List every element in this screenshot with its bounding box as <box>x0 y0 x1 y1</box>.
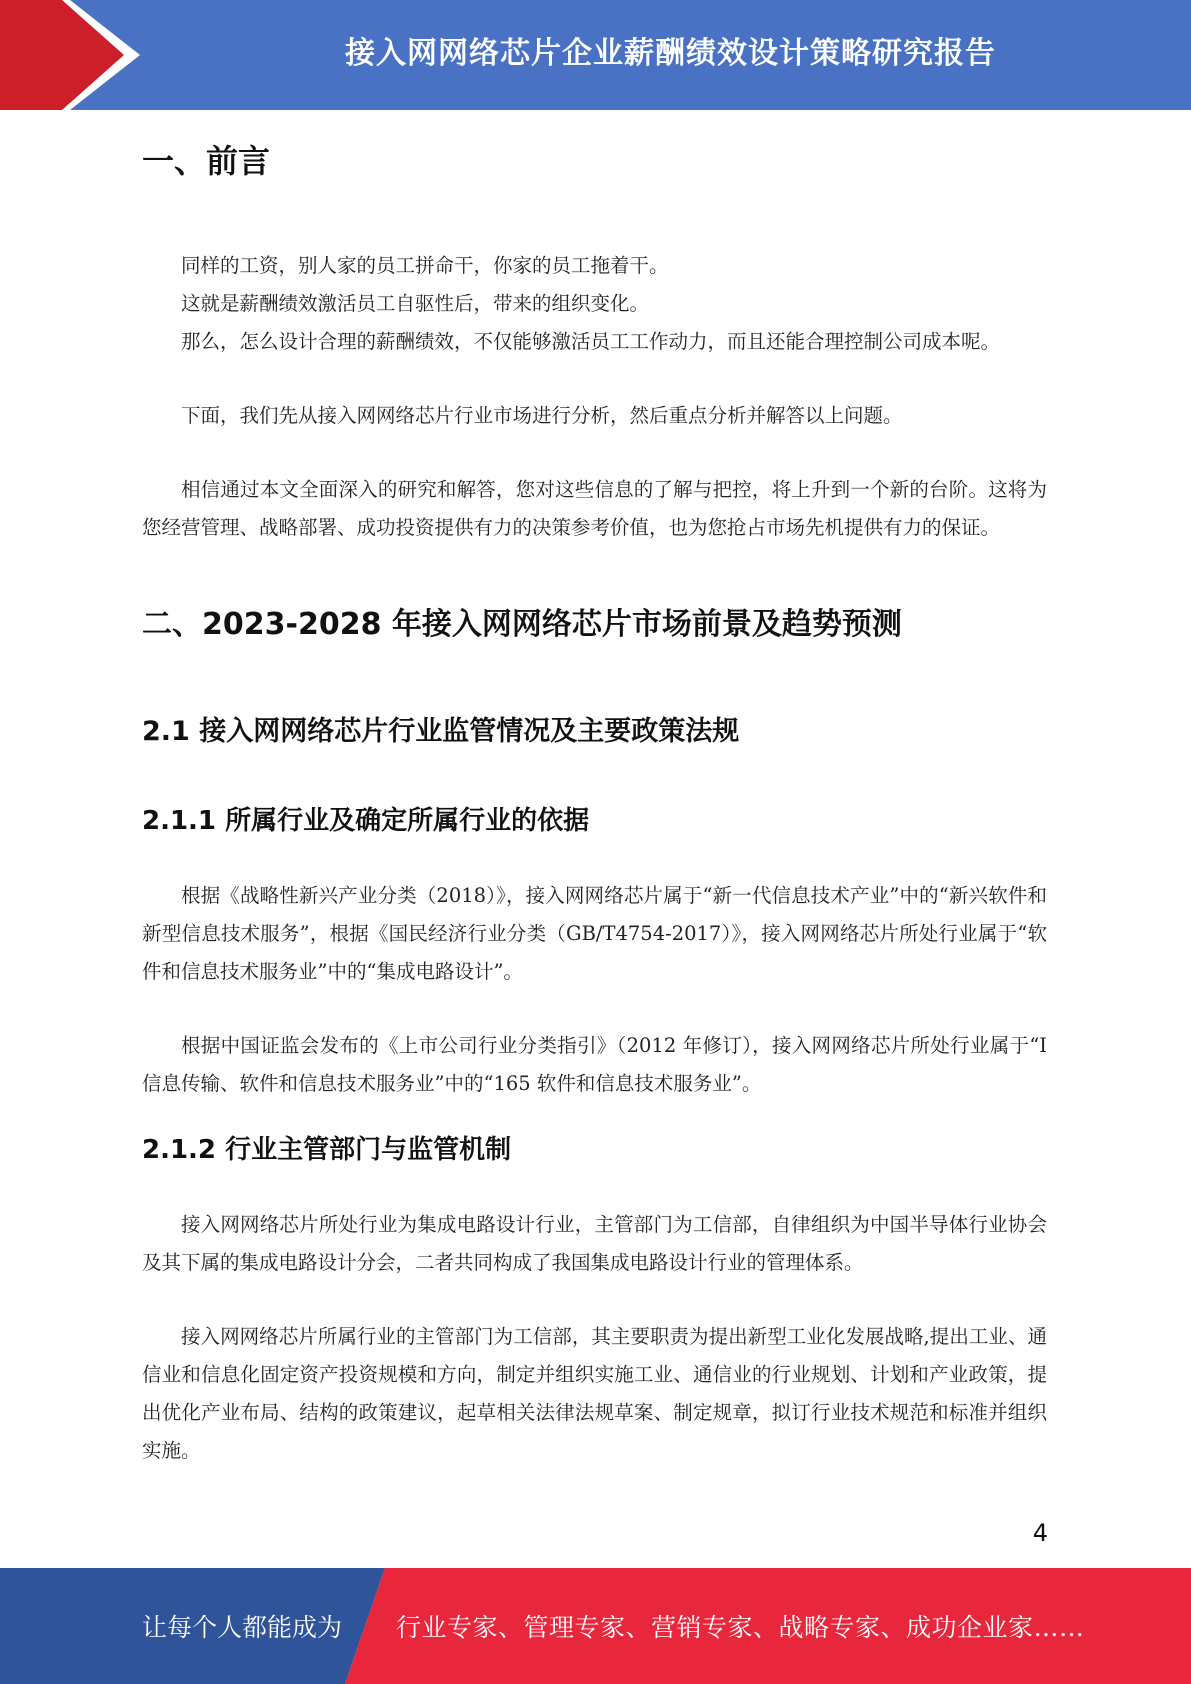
section-heading-preface: 一、前言 <box>142 142 271 180</box>
footer-slogan-right: 行业专家、管理专家、营销专家、战略专家、成功企业家…… <box>396 1613 1085 1642</box>
paragraph: 接入网网络芯片所属行业的主管部门为工信部，其主要职责为提出新型工业化发展战略,提出工业、通信业和信息化固定资产投资规模和方向，制定并组织实施工业、通信业的行业规划、计划和产业政策，提出优化产业布局、结构的政策建议，起草相关法律法规草案、制定规章，拟订行业技术规范和标准并组织实施。 <box>142 1325 1047 1462</box>
page-number: 4 <box>1032 1519 1048 1547</box>
paragraph: 同样的工资，别人家的员工拼命干，你家的员工拖着干。 <box>181 254 669 277</box>
paragraph: 相信通过本文全面深入的研究和解答，您对这些信息的了解与把控，将上升到一个新的台阶。这将为您经营管理、战略部署、成功投资提供有力的决策参考价值，也为您抢占市场先机提供有力的保证。 <box>142 478 1047 539</box>
paragraph: 那么，怎么设计合理的薪酬绩效，不仅能够激活员工工作动力，而且还能合理控制公司成本呢。 <box>181 330 1001 353</box>
footer-slogan-left: 让每个人都能成为 <box>142 1613 343 1642</box>
subsection-heading-regulation: 2.1 接入网网络芯片行业监管情况及主要政策法规 <box>142 716 740 747</box>
document-body <box>142 128 1047 1470</box>
paragraph: 这就是薪酬绩效激活员工自驱性后，带来的组织变化。 <box>181 292 650 315</box>
section-heading-market-outlook: 二、2023-2028 年接入网网络芯片市场前景及趋势预测 <box>142 607 902 642</box>
subsection-heading-industry-classification: 2.1.1 所属行业及确定所属行业的依据 <box>142 806 590 836</box>
page-footer <box>0 1568 1191 1684</box>
paragraph: 下面，我们先从接入网网络芯片行业市场进行分析，然后重点分析并解答以上问题。 <box>181 404 903 427</box>
paragraph: 接入网网络芯片所处行业为集成电路设计行业，主管部门为工信部，自律组织为中国半导体行业协会及其下属的集成电路设计分会，二者共同构成了我国集成电路设计行业的管理体系。 <box>142 1213 1047 1274</box>
page-header <box>0 0 1191 110</box>
report-title: 接入网网络芯片企业薪酬绩效设计策略研究报告 <box>345 36 996 71</box>
subsection-heading-authorities: 2.1.2 行业主管部门与监管机制 <box>142 1135 512 1165</box>
paragraph: 根据《战略性新兴产业分类（2018）》，接入网网络芯片属于“新一代信息技术产业”中的“新兴软件和新型信息技术服务”，根据《国民经济行业分类（GB/T4754-2017）》，接入网网络芯片所处行业属于“软件和信息技术服务业”中的“集成电路设计”。 <box>142 884 1047 983</box>
paragraph: 根据中国证监会发布的《上市公司行业分类指引》（2012 年修订），接入网网络芯片所处行业属于“I 信息传输、软件和信息技术服务业”中的“165 软件和信息技术服务业”。 <box>142 1034 1047 1095</box>
